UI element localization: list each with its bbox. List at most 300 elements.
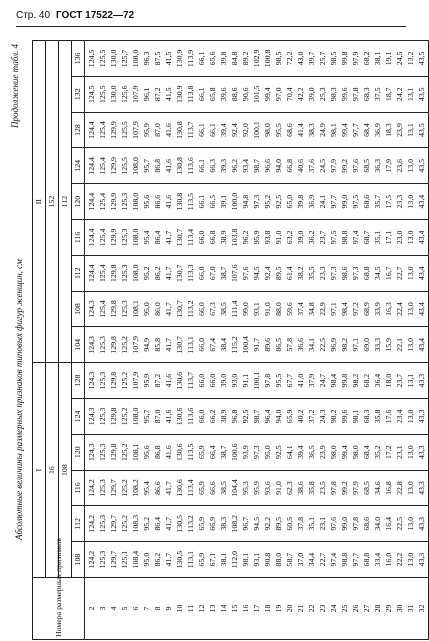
row-number: 29 — [384, 578, 395, 640]
table-cell: 108,3 — [131, 506, 142, 542]
table-cell: 99,6 — [340, 76, 351, 112]
table-cell: 59,6 — [285, 291, 296, 327]
table-cell: 107,9 — [131, 327, 142, 363]
row-number: 10 — [175, 578, 186, 640]
table-cell: 98,2 — [329, 399, 340, 435]
table-cell: 23,1 — [395, 434, 406, 470]
table-cell: 23,5 — [318, 470, 329, 506]
table-cell: 130,8 — [175, 184, 186, 220]
table-cell: 125,4 — [98, 291, 109, 327]
table-cell: 87,2 — [153, 363, 164, 399]
table-row — [285, 41, 296, 640]
table-cell: 130,7 — [175, 291, 186, 327]
table-cell: 125,2 — [120, 327, 131, 363]
table-cell: 39,7 — [307, 41, 318, 77]
table-cell: 35,1 — [373, 220, 384, 256]
table-cell: 13,0 — [406, 399, 417, 435]
table-cell: 90,8 — [263, 542, 274, 578]
table-cell: 40,6 — [296, 148, 307, 184]
table-cell: 96,2 — [241, 220, 252, 256]
table-cell: 23,7 — [318, 220, 329, 256]
table-cell: 33,9 — [373, 291, 384, 327]
table-cell: 43,3 — [417, 542, 429, 578]
table-cell: 34,5 — [373, 255, 384, 291]
table-cell: 63,2 — [285, 220, 296, 256]
table-cell: 95,0 — [142, 291, 153, 327]
table-cell: 13,0 — [406, 506, 417, 542]
row-number: 20 — [285, 578, 296, 640]
table-cell: 23,9 — [395, 112, 406, 148]
table-cell: 66,1 — [197, 184, 208, 220]
column-header: 108 — [72, 291, 85, 327]
table-cell: 130,6 — [175, 363, 186, 399]
table-cell: 43,5 — [417, 76, 429, 112]
table-cell: 23,0 — [395, 220, 406, 256]
table-cell: 41,6 — [164, 112, 175, 148]
row-number: 26 — [351, 578, 362, 640]
table-row — [417, 41, 429, 640]
table-cell: 68,6 — [362, 506, 373, 542]
table-cell: 13,1 — [406, 112, 417, 148]
row-number: 22 — [307, 578, 318, 640]
table-cell: 97,6 — [351, 148, 362, 184]
table-cell: 88,0 — [274, 291, 285, 327]
table-cell: 25,7 — [318, 41, 329, 77]
table-cell: 87,0 — [153, 112, 164, 148]
table-cell: 130,7 — [175, 255, 186, 291]
table-cell: 90,6 — [241, 76, 252, 112]
table-cell: 86,5 — [274, 327, 285, 363]
table-row — [153, 41, 164, 640]
table-cell: 98,8 — [340, 220, 351, 256]
table-row — [175, 41, 186, 640]
table-row — [274, 41, 285, 640]
table-cell: 70,4 — [285, 76, 296, 112]
table-cell: 22,9 — [318, 291, 329, 327]
row-number: 7 — [142, 578, 153, 640]
table-cell: 13,1 — [406, 76, 417, 112]
table-cell: 16,8 — [384, 470, 395, 506]
table-cell: 95,9 — [252, 470, 263, 506]
table-cell: 22,7 — [395, 255, 406, 291]
table-cell: 125,3 — [98, 470, 109, 506]
table-cell: 125,4 — [98, 255, 109, 291]
table-cell: 91,0 — [274, 470, 285, 506]
table-cell: 16,7 — [384, 255, 395, 291]
table-cell: 93,6 — [263, 470, 274, 506]
table-continuation: Продолжение табл. 4 — [10, 44, 20, 128]
table-cell: 125,3 — [120, 184, 131, 220]
table-cell: 95,4 — [142, 220, 153, 256]
table-cell: 130,8 — [175, 148, 186, 184]
table-cell: 88,0 — [274, 542, 285, 578]
table-cell: 113,9 — [186, 41, 197, 77]
column-header: 128 — [72, 112, 85, 148]
table-cell: 86,8 — [153, 434, 164, 470]
table-cell: 39,4 — [296, 434, 307, 470]
table-cell: 99,4 — [340, 112, 351, 148]
table-cell: 100,8 — [263, 41, 274, 77]
table-cell: 129,7 — [109, 542, 120, 578]
table-cell: 41,7 — [164, 291, 175, 327]
table-cell: 95,4 — [142, 470, 153, 506]
table-cell: 93,8 — [263, 220, 274, 256]
table-cell: 88,6 — [230, 76, 241, 112]
column-header: 116 — [72, 470, 85, 506]
table-cell: 58,7 — [285, 542, 296, 578]
table-cell: 124,4 — [85, 220, 99, 256]
table-cell: 22,1 — [395, 327, 406, 363]
table-cell: 124,3 — [85, 327, 99, 363]
table-cell: 67,7 — [285, 363, 296, 399]
table-cell: 129,8 — [109, 255, 120, 291]
table-cell: 124,3 — [85, 291, 99, 327]
table-cell: 107,6 — [230, 255, 241, 291]
table-cell: 113,6 — [186, 148, 197, 184]
table-cell: 65,9 — [197, 434, 208, 470]
table-cell: 107,9 — [131, 76, 142, 112]
table-cell: 43,4 — [417, 255, 429, 291]
table-cell: 22,4 — [395, 291, 406, 327]
table-cell: 95,7 — [142, 148, 153, 184]
table-cell: 23,3 — [318, 255, 329, 291]
table-cell: 43,4 — [417, 184, 429, 220]
table-cell: 107,9 — [131, 363, 142, 399]
table-cell: 57,8 — [285, 327, 296, 363]
table-cell: 130,6 — [175, 399, 186, 435]
table-cell: 124,3 — [85, 363, 99, 399]
table-cell: 97,5 — [329, 220, 340, 256]
table-row — [307, 41, 318, 640]
table-row — [384, 41, 395, 640]
standard-code: ГОСТ 17522—72 — [56, 10, 135, 21]
table-row — [241, 41, 252, 640]
table-cell: 66,8 — [285, 148, 296, 184]
table-cell: 129,8 — [109, 434, 120, 470]
table-cell: 86,6 — [153, 470, 164, 506]
table-cell: 96,1 — [142, 76, 153, 112]
table-cell: 38,7 — [219, 434, 230, 470]
table-cell: 37,0 — [296, 542, 307, 578]
row-number: 28 — [373, 578, 384, 640]
table-row — [362, 41, 373, 640]
table-cell: 41,5 — [164, 76, 175, 112]
table-cell: 93,4 — [241, 148, 252, 184]
table-cell: 97,0 — [274, 76, 285, 112]
table-cell: 37,4 — [296, 291, 307, 327]
table-cell: 97,6 — [241, 255, 252, 291]
group-l2-1: 108 — [59, 363, 72, 578]
table-cell: 125,3 — [120, 291, 131, 327]
table-cell: 13,0 — [406, 255, 417, 291]
table-cell: 36,9 — [307, 184, 318, 220]
table-cell: 94,0 — [274, 399, 285, 435]
row-number: 30 — [395, 578, 406, 640]
table-cell: 125,3 — [120, 255, 131, 291]
table-cell: 34,8 — [307, 291, 318, 327]
table-cell: 89,5 — [274, 506, 285, 542]
table-cell: 39,0 — [296, 220, 307, 256]
table-cell: 129,7 — [109, 470, 120, 506]
table-cell: 64,1 — [285, 434, 296, 470]
table-cell: 66,3 — [208, 148, 219, 184]
table-cell: 98,3 — [329, 76, 340, 112]
table-cell: 66,6 — [208, 470, 219, 506]
table-cell: 115,2 — [230, 327, 241, 363]
table-cell: 43,3 — [417, 399, 429, 435]
table-cell: 35,5 — [307, 255, 318, 291]
table-cell: 36,3 — [373, 148, 384, 184]
table-cell: 113,1 — [186, 327, 197, 363]
table-cell: 99,8 — [340, 363, 351, 399]
table-cell: 97,1 — [329, 291, 340, 327]
table-cell: 125,2 — [120, 399, 131, 435]
table-cell: 98,2 — [351, 363, 362, 399]
table-cell: 66,2 — [208, 399, 219, 435]
table-cell: 41,7 — [164, 506, 175, 542]
table-cell: 13,0 — [406, 184, 417, 220]
table-cell: 60,5 — [285, 506, 296, 542]
group-l1-1: II — [33, 41, 46, 363]
table-cell: 125,2 — [120, 506, 131, 542]
table-cell: 65,9 — [197, 506, 208, 542]
row-number: 8 — [153, 578, 164, 640]
table-cell: 97,8 — [351, 506, 362, 542]
table-cell: 95,9 — [142, 363, 153, 399]
table-cell: 99,0 — [340, 506, 351, 542]
table-cell: 92,2 — [263, 506, 274, 542]
column-header: 124 — [72, 148, 85, 184]
table-cell: 68,5 — [362, 470, 373, 506]
table-cell: 95,9 — [252, 220, 263, 256]
table-cell: 99,0 — [241, 291, 252, 327]
table-cell: 89,6 — [263, 327, 274, 363]
table-cell: 96,3 — [142, 41, 153, 77]
table-cell: 38,6 — [296, 470, 307, 506]
table-cell: 97,4 — [329, 542, 340, 578]
table-cell: 65,9 — [197, 542, 208, 578]
table-cell: 68,6 — [362, 184, 373, 220]
table-cell: 125,4 — [98, 112, 109, 148]
table-cell: 39,8 — [219, 41, 230, 77]
table-cell: 35,1 — [307, 506, 318, 542]
table-row — [373, 41, 384, 640]
table-cell: 66,1 — [197, 76, 208, 112]
table-cell: 39,1 — [219, 184, 230, 220]
table-cell: 13,0 — [406, 148, 417, 184]
table-cell: 129,8 — [109, 399, 120, 435]
table-cell: 39,8 — [296, 184, 307, 220]
table-cell: 13,0 — [406, 220, 417, 256]
table-cell: 124,4 — [85, 184, 99, 220]
table-cell: 101,5 — [252, 76, 263, 112]
table-cell: 38,3 — [307, 112, 318, 148]
table-cell: 111,4 — [230, 291, 241, 327]
table-cell: 124,4 — [85, 255, 99, 291]
table-cell: 124,5 — [85, 41, 99, 77]
row-number: 11 — [186, 578, 197, 640]
table-row — [252, 41, 263, 640]
table-cell: 87,0 — [153, 399, 164, 435]
table-cell: 125,3 — [98, 363, 109, 399]
table-cell: 91,1 — [241, 363, 252, 399]
table-cell: 129,9 — [109, 184, 120, 220]
table-cell: 124,4 — [85, 112, 99, 148]
table-cell: 38,3 — [219, 506, 230, 542]
table-cell: 95,2 — [142, 506, 153, 542]
group-l1-0: I — [33, 363, 46, 578]
table-cell: 98,7 — [252, 399, 263, 435]
group-l3-0: 152 — [46, 41, 59, 363]
table-cell: 108,0 — [131, 184, 142, 220]
group-l2-2: 112 — [59, 41, 72, 363]
table-cell: 113,7 — [186, 363, 197, 399]
table-cell: 23,1 — [318, 506, 329, 542]
table-cell: 24,9 — [318, 112, 329, 148]
table-cell: 113,2 — [186, 291, 197, 327]
table-cell: 108,1 — [131, 291, 142, 327]
table-cell: 125,3 — [98, 399, 109, 435]
table-cell: 43,0 — [296, 41, 307, 77]
table-cell: 41,5 — [164, 41, 175, 77]
table-cell: 17,5 — [384, 184, 395, 220]
table-cell: 108,0 — [131, 220, 142, 256]
row-number: 19 — [274, 578, 285, 640]
table-cell: 38,5 — [219, 291, 230, 327]
table-cell: 130,9 — [175, 76, 186, 112]
table-cell: 96,6 — [263, 148, 274, 184]
table-cell: 67,4 — [208, 327, 219, 363]
table-cell: 95,6 — [142, 434, 153, 470]
table-cell: 43,4 — [417, 327, 429, 363]
table-cell: 65,9 — [197, 470, 208, 506]
table-cell: 41,7 — [164, 470, 175, 506]
table-cell: 18,0 — [384, 363, 395, 399]
table-caption — [10, 40, 32, 640]
table-cell: 13,0 — [406, 327, 417, 363]
table-cell: 125,6 — [120, 76, 131, 112]
table-cell: 97,5 — [351, 184, 362, 220]
table-row — [164, 41, 175, 640]
header-rule — [16, 26, 406, 27]
table-cell: 99,2 — [340, 470, 351, 506]
table-cell: 94,9 — [142, 327, 153, 363]
column-header: 112 — [72, 255, 85, 291]
row-number: 2 — [85, 578, 99, 640]
table-cell: 125,4 — [98, 220, 109, 256]
table-cell: 86,2 — [153, 255, 164, 291]
table-cell: 65,0 — [285, 184, 296, 220]
table-cell: 36,9 — [373, 112, 384, 148]
page-number: Стр. 40 — [16, 10, 51, 21]
table-cell: 13,1 — [406, 363, 417, 399]
column-header: 124 — [72, 399, 85, 435]
table-cell: 112,0 — [230, 542, 241, 578]
table-cell: 124,4 — [85, 148, 99, 184]
table-cell: 97,8 — [329, 470, 340, 506]
table-cell: 98,5 — [274, 41, 285, 77]
row-number: 31 — [406, 578, 417, 640]
table-cell: 95,5 — [274, 363, 285, 399]
table-cell: 93,1 — [252, 542, 263, 578]
table-cell: 24,5 — [395, 41, 406, 77]
table-cell: 125,5 — [120, 148, 131, 184]
row-number: 12 — [197, 578, 208, 640]
table-row — [230, 41, 241, 640]
table-cell: 37,9 — [307, 363, 318, 399]
table-cell: 41,7 — [164, 220, 175, 256]
table-cell: 38,9 — [219, 399, 230, 435]
table-cell: 38,1 — [219, 542, 230, 578]
table-cell: 99,8 — [340, 41, 351, 77]
table-cell: 24,3 — [318, 399, 329, 435]
table-cell: 102,9 — [252, 41, 263, 77]
table-cell: 41,7 — [164, 542, 175, 578]
table-cell: 13,2 — [406, 41, 417, 77]
row-number: 27 — [362, 578, 373, 640]
table-cell: 113,7 — [186, 112, 197, 148]
table-rotator — [10, 40, 427, 640]
table-cell: 24,2 — [395, 76, 406, 112]
table-cell: 24,5 — [318, 148, 329, 184]
table-cell: 103,8 — [230, 220, 241, 256]
table-cell: 68,9 — [362, 291, 373, 327]
table-cell: 98,0 — [329, 434, 340, 470]
table-cell: 108,0 — [131, 255, 142, 291]
table-cell: 113,6 — [186, 399, 197, 435]
table-cell: 92,5 — [241, 399, 252, 435]
table-cell: 97,3 — [252, 184, 263, 220]
table-cell: 97,3 — [329, 255, 340, 291]
table-cell: 99,2 — [340, 148, 351, 184]
table-cell: 86,6 — [153, 184, 164, 220]
table-cell: 35,8 — [373, 399, 384, 435]
table-cell: 41,6 — [164, 363, 175, 399]
table-cell: 124,3 — [85, 399, 99, 435]
table-cell: 99,0 — [340, 184, 351, 220]
table-cell: 100,0 — [230, 184, 241, 220]
table-cell: 16,0 — [384, 542, 395, 578]
table-cell: 95,5 — [274, 112, 285, 148]
row-number: 32 — [417, 578, 429, 640]
row-header: Номера размерных признаков — [33, 578, 85, 640]
table-cell: 41,7 — [164, 255, 175, 291]
table-cell: 97,2 — [351, 291, 362, 327]
page-header — [16, 6, 402, 26]
table-cell: 16,3 — [384, 291, 395, 327]
table-cell: 99,4 — [340, 434, 351, 470]
table-cell: 92,5 — [274, 434, 285, 470]
table-cell: 95,3 — [241, 470, 252, 506]
table-row — [329, 41, 340, 640]
table-cell: 37,2 — [307, 399, 318, 435]
column-header: 136 — [72, 41, 85, 77]
column-header: 104 — [72, 327, 85, 363]
table-cell: 68,7 — [362, 220, 373, 256]
table-cell: 113,1 — [186, 542, 197, 578]
table-cell: 94,5 — [252, 506, 263, 542]
table-cell: 38,4 — [219, 327, 230, 363]
table-cell: 43,3 — [417, 470, 429, 506]
table-cell: 17,2 — [384, 434, 395, 470]
table-cell: 39,3 — [219, 148, 230, 184]
table-cell: 98,7 — [252, 148, 263, 184]
table-cell: 86,2 — [153, 542, 164, 578]
table-cell: 68,4 — [362, 434, 373, 470]
table-cell: 100,4 — [241, 327, 252, 363]
table-cell: 66,0 — [197, 220, 208, 256]
table-cell: 96,4 — [263, 399, 274, 435]
